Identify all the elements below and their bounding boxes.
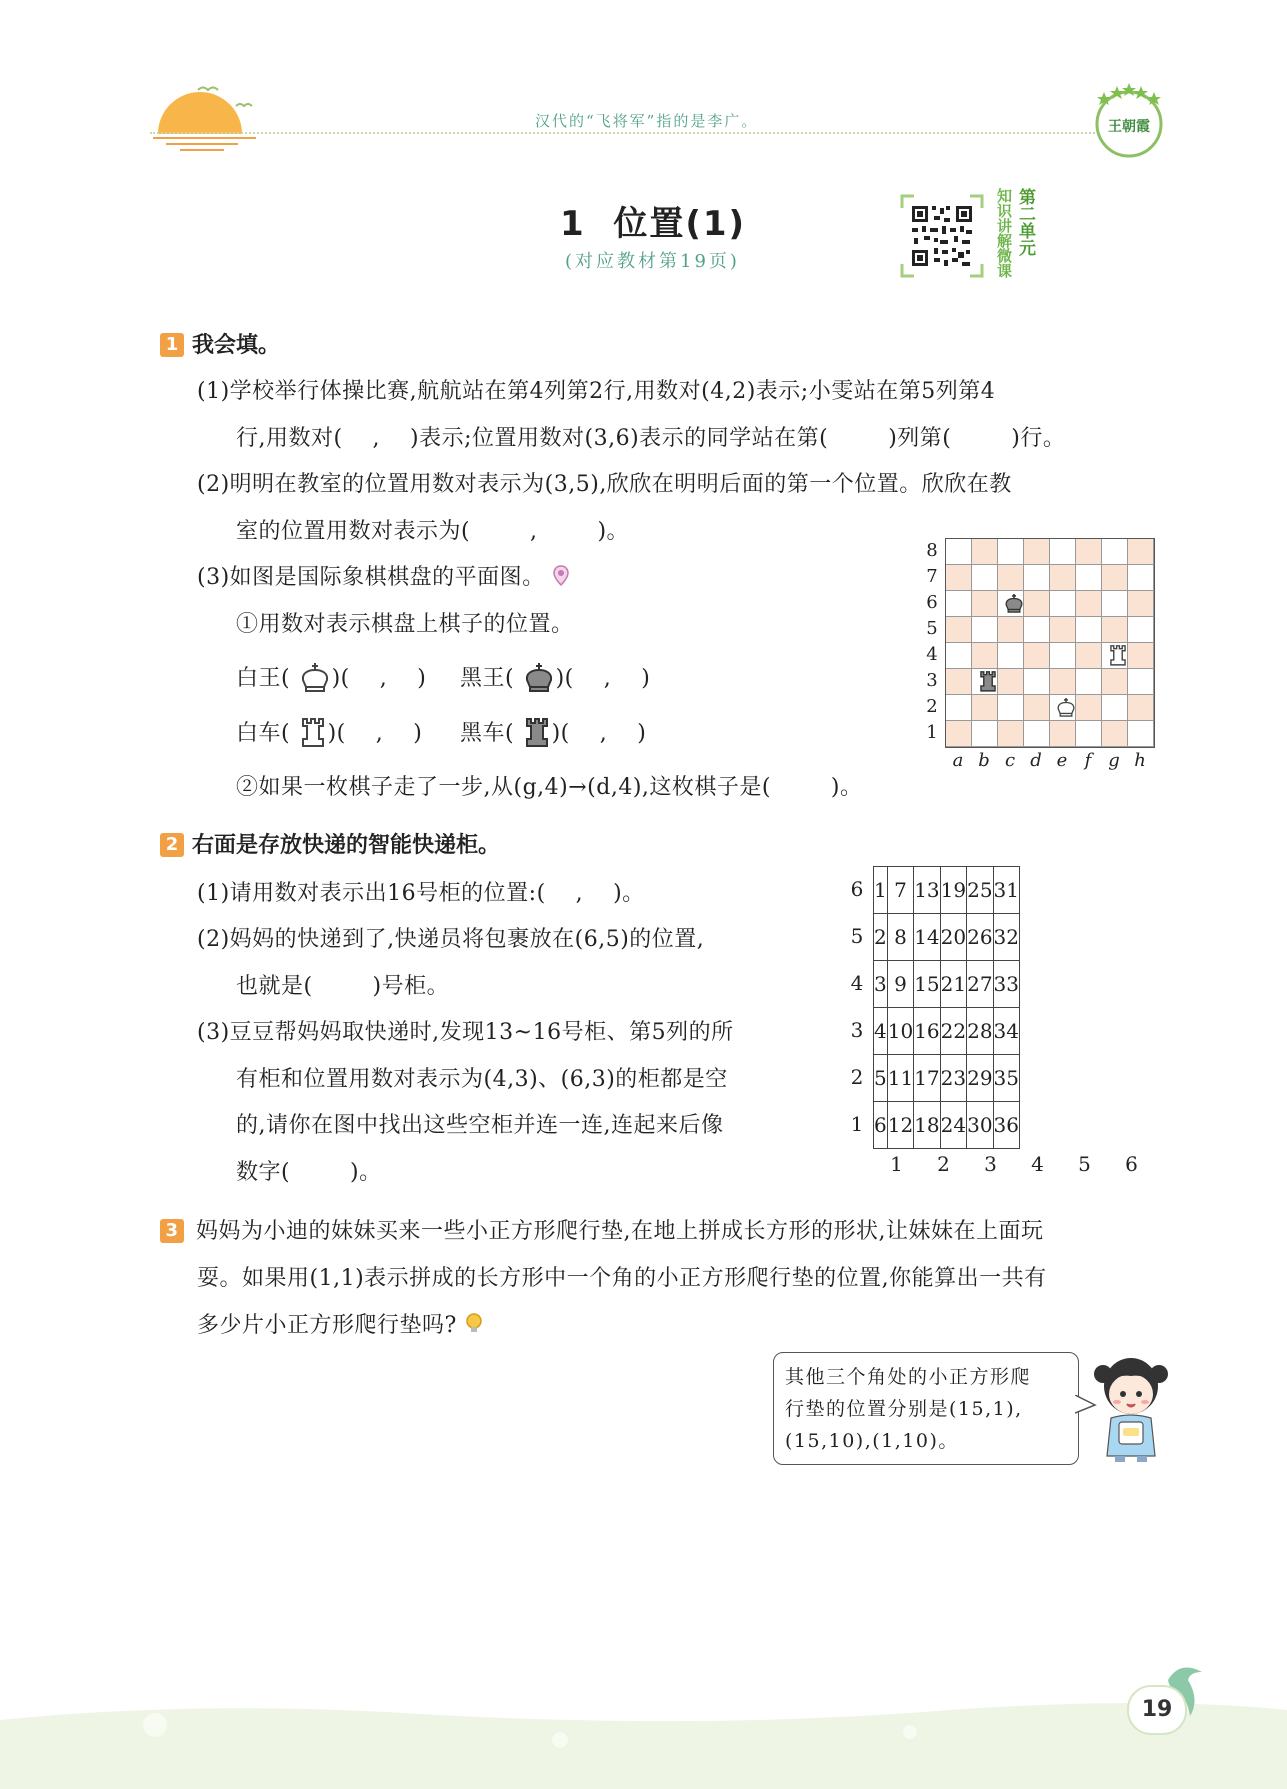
locker-cell[interactable]: 28 <box>967 1008 993 1055</box>
chessboard-square <box>1076 565 1102 591</box>
locker-cell[interactable]: 7 <box>887 867 913 914</box>
chessboard-col-label: c <box>1004 750 1016 771</box>
chessboard-square <box>972 617 998 643</box>
locker-cell[interactable]: 15 <box>914 961 940 1008</box>
black-king-piece <box>1003 592 1025 614</box>
q1-badge: 1 <box>160 333 184 357</box>
locker-col-label: 4 <box>1031 1152 1044 1176</box>
chessboard-square <box>1024 565 1050 591</box>
locker-cell[interactable]: 24 <box>940 1102 966 1149</box>
chessboard-square <box>946 669 972 695</box>
white-king-row <box>236 660 426 694</box>
hint-line-2: 行垫的位置分别是(15,1), <box>785 1398 1023 1420</box>
chessboard-square <box>1050 721 1076 747</box>
white-rook-blank: )( , ) <box>327 721 423 746</box>
locker-cell[interactable]: 13 <box>914 867 940 914</box>
chessboard-square <box>998 539 1024 565</box>
chessboard-square <box>1128 669 1154 695</box>
chessboard-square <box>1076 617 1102 643</box>
hint-line-1: 其他三个角处的小正方形爬 <box>785 1366 1032 1388</box>
q3-line1-text: 妈妈为小迪的妹妹买来一些小正方形爬行垫,在地上拼成长方形的形状,让妹妹在上面玩 <box>196 1219 1044 1244</box>
qr-side-label-left: 知识讲解微课 <box>995 188 1013 278</box>
locker-col-label: 1 <box>890 1152 903 1176</box>
black-rook-icon <box>522 715 552 749</box>
chessboard-square <box>1024 669 1050 695</box>
locker-cell[interactable]: 4 <box>874 1008 888 1055</box>
chessboard-col-label: a <box>952 750 964 771</box>
locker-cell[interactable]: 36 <box>993 1102 1019 1149</box>
locker-cell[interactable]: 34 <box>993 1008 1019 1055</box>
sun-decoration <box>148 82 258 152</box>
chessboard-square <box>1024 721 1050 747</box>
chessboard-square <box>1102 617 1128 643</box>
locker-row <box>874 1102 1020 1149</box>
locker-cell[interactable]: 25 <box>967 867 993 914</box>
locker-row <box>874 1055 1020 1102</box>
chessboard-square <box>998 669 1024 695</box>
chessboard-col-label: f <box>1084 750 1092 771</box>
black-rook-row <box>460 715 646 749</box>
chessboard-row-label: 4 <box>926 644 938 665</box>
qr-code-icon[interactable] <box>900 194 984 278</box>
chessboard-square <box>1128 695 1154 721</box>
chessboard-square <box>1076 721 1102 747</box>
black-rook-label: 黑车( <box>460 721 515 746</box>
q2-p2-line2: 也就是( )号柜。 <box>236 974 450 999</box>
chessboard-square <box>1102 695 1128 721</box>
chessboard-square <box>1102 539 1128 565</box>
chessboard-square <box>1128 539 1154 565</box>
girl-character-illustration <box>1093 1352 1169 1464</box>
white-rook-piece <box>1107 643 1129 667</box>
chessboard-square <box>1076 591 1102 617</box>
lightbulb-icon <box>464 1312 484 1336</box>
q2-p3-line2: 有柜和位置用数对表示为(4,3)、(6,3)的柜都是空 <box>236 1067 728 1092</box>
q3-line3 <box>197 1308 484 1339</box>
locker-cell[interactable]: 22 <box>940 1008 966 1055</box>
q1-p3-text: (3)如图是国际象棋棋盘的平面图。 <box>197 565 545 590</box>
location-pin-icon <box>552 565 570 587</box>
q1-p3-line1 <box>197 560 570 591</box>
chessboard-row-label: 8 <box>926 540 938 561</box>
q1-p3-sub1: ①用数对表示棋盘上棋子的位置。 <box>236 612 574 637</box>
chessboard-square <box>1128 721 1154 747</box>
chessboard-square <box>1128 643 1154 669</box>
chessboard-col-label: b <box>978 750 990 771</box>
logo-badge <box>1092 80 1166 162</box>
q2-p3-line1: (3)豆豆帮妈妈取快递时,发现13~16号柜、第5列的所 <box>197 1020 734 1045</box>
locker-table <box>873 866 1020 1149</box>
chessboard-square <box>972 565 998 591</box>
chessboard-square <box>972 643 998 669</box>
locker-cell[interactable]: 11 <box>887 1055 913 1102</box>
chessboard-square <box>946 695 972 721</box>
chessboard-square <box>972 695 998 721</box>
chessboard-square <box>1128 617 1154 643</box>
chessboard-square <box>998 617 1024 643</box>
chessboard-square <box>1076 539 1102 565</box>
locker-cell[interactable]: 8 <box>887 914 913 961</box>
black-king-icon <box>522 660 556 694</box>
locker-cell[interactable]: 31 <box>993 867 1019 914</box>
black-rook-blank: )( , ) <box>551 721 647 746</box>
locker-cell[interactable]: 14 <box>914 914 940 961</box>
chessboard-square <box>1024 695 1050 721</box>
locker-cell[interactable]: 26 <box>967 914 993 961</box>
q2-p2-line1: (2)妈妈的快递到了,快递员将包裹放在(6,5)的位置, <box>197 927 705 952</box>
chessboard-square <box>946 565 972 591</box>
chessboard-square <box>972 721 998 747</box>
chessboard-square <box>1050 617 1076 643</box>
white-rook-icon <box>298 715 328 749</box>
q1-p2-line1: (2)明明在教室的位置用数对表示为(3,5),欣欣在明明后面的第一个位置。欣欣在教 <box>197 472 1012 497</box>
locker-row <box>874 961 1020 1008</box>
chessboard-square <box>998 695 1024 721</box>
q2-p1: (1)请用数对表示出16号柜的位置:( , )。 <box>197 881 645 906</box>
locker-col-label: 2 <box>937 1152 950 1176</box>
chessboard-col-label: h <box>1134 750 1146 771</box>
chessboard-square <box>1128 591 1154 617</box>
chessboard-col-label: d <box>1030 750 1042 771</box>
chessboard-square <box>998 721 1024 747</box>
page-number: 19 <box>1127 1685 1187 1735</box>
chessboard-square <box>1050 643 1076 669</box>
q1-p3-sub2: ②如果一枚棋子走了一步,从(g,4)→(d,4),这枚棋子是( )。 <box>236 775 863 800</box>
chessboard-square <box>946 591 972 617</box>
black-rook-piece <box>977 669 999 693</box>
locker-row-label: 4 <box>850 971 864 995</box>
locker-col-label: 5 <box>1078 1152 1091 1176</box>
page-subtitle: (对应教材第19页) <box>565 251 740 272</box>
chessboard-square <box>1102 721 1128 747</box>
chessboard-square <box>1050 539 1076 565</box>
chessboard-row-label: 6 <box>926 592 938 613</box>
q2-heading <box>160 828 500 859</box>
chessboard-square <box>998 643 1024 669</box>
chessboard-square <box>1050 669 1076 695</box>
locker-cell[interactable]: 1 <box>874 867 888 914</box>
q2-p3-line4: 数字( )。 <box>236 1160 382 1185</box>
chessboard-square <box>946 643 972 669</box>
logo-text: 王朝霞 <box>1108 119 1150 135</box>
q3-badge: 3 <box>160 1219 184 1243</box>
locker-cell[interactable]: 18 <box>914 1102 940 1149</box>
chessboard-square <box>1024 643 1050 669</box>
page-title: 1 位置(1) <box>560 204 747 244</box>
locker-cell[interactable]: 20 <box>940 914 966 961</box>
chessboard-row-label: 7 <box>926 566 938 587</box>
locker-cell[interactable]: 29 <box>967 1055 993 1102</box>
locker-cell[interactable]: 9 <box>887 961 913 1008</box>
locker-cell[interactable]: 21 <box>940 961 966 1008</box>
locker-cell[interactable]: 10 <box>887 1008 913 1055</box>
white-king-blank: )( , ) <box>331 666 427 691</box>
locker-cell[interactable]: 23 <box>940 1055 966 1102</box>
locker-cell[interactable]: 16 <box>914 1008 940 1055</box>
chessboard-square <box>1102 565 1128 591</box>
locker-cell[interactable]: 30 <box>967 1102 993 1149</box>
q1-heading-text: 我会填。 <box>192 333 281 358</box>
locker-cell[interactable]: 5 <box>874 1055 888 1102</box>
chessboard-square <box>1102 669 1128 695</box>
hint-line-3: (15,10),(1,10)。 <box>785 1430 959 1452</box>
locker-cell[interactable]: 17 <box>914 1055 940 1102</box>
header-divider <box>150 132 1110 134</box>
chessboard-square <box>1076 643 1102 669</box>
black-king-blank: )( , ) <box>555 666 651 691</box>
q1-p1-line2: 行,用数对( , )表示;位置用数对(3,6)表示的同学站在第( )列第( )行。 <box>236 426 1066 451</box>
chessboard-square <box>946 721 972 747</box>
locker-row-label: 6 <box>850 877 864 901</box>
white-king-piece <box>1055 696 1077 718</box>
locker-cell[interactable]: 27 <box>967 961 993 1008</box>
header-quote: 汉代的“飞将军”指的是李广。 <box>535 112 759 130</box>
qr-side-label-right: 第二单元 <box>1015 188 1035 256</box>
locker-col-label: 6 <box>1125 1152 1138 1176</box>
chessboard-square <box>1050 565 1076 591</box>
chessboard-square <box>1050 591 1076 617</box>
locker-row-label: 5 <box>850 924 864 948</box>
q3-line1 <box>160 1214 1044 1245</box>
locker-row-label: 2 <box>850 1065 864 1089</box>
chessboard-row-label: 5 <box>926 618 938 639</box>
locker-row <box>874 914 1020 961</box>
q1-p2-line2: 室的位置用数对表示为( , )。 <box>236 519 630 544</box>
chessboard-square <box>946 617 972 643</box>
locker-cell[interactable]: 32 <box>993 914 1019 961</box>
locker-cell[interactable]: 6 <box>874 1102 888 1149</box>
locker-cell[interactable]: 19 <box>940 867 966 914</box>
chessboard-square <box>998 565 1024 591</box>
chessboard-square <box>1076 695 1102 721</box>
locker-cell[interactable]: 35 <box>993 1055 1019 1102</box>
chessboard-square <box>1128 565 1154 591</box>
locker-row-label: 1 <box>850 1112 864 1136</box>
q2-badge: 2 <box>160 833 184 857</box>
chessboard-square <box>1102 591 1128 617</box>
chessboard-row-label: 1 <box>926 722 938 743</box>
locker-cell[interactable]: 33 <box>993 961 1019 1008</box>
q1-p1-line1: (1)学校举行体操比赛,航航站在第4列第2行,用数对(4,2)表示;小雯站在第5列第4 <box>197 379 996 404</box>
chessboard-square <box>972 539 998 565</box>
chessboard-col-label: g <box>1108 750 1120 771</box>
chessboard-square <box>1024 539 1050 565</box>
chessboard-square <box>972 591 998 617</box>
locker-row <box>874 1008 1020 1055</box>
white-rook-row <box>236 715 422 749</box>
chessboard-col-label: e <box>1056 750 1068 771</box>
chessboard-square <box>1024 591 1050 617</box>
black-king-label: 黑王( <box>460 666 515 691</box>
locker-cell[interactable]: 3 <box>874 961 888 1008</box>
q1-heading <box>160 328 280 359</box>
locker-row-label: 3 <box>850 1018 864 1042</box>
q2-heading-text: 右面是存放快递的智能快递柜。 <box>192 833 501 858</box>
locker-row <box>874 867 1020 914</box>
locker-cell[interactable]: 2 <box>874 914 888 961</box>
black-king-row <box>460 660 650 694</box>
chessboard-square <box>1024 617 1050 643</box>
chessboard-square <box>1076 669 1102 695</box>
white-king-icon <box>298 660 332 694</box>
q2-p3-line3: 的,请你在图中找出这些空柜并连一连,连起来后像 <box>236 1113 724 1138</box>
chessboard-square <box>946 539 972 565</box>
locker-col-label: 3 <box>984 1152 997 1176</box>
footer-hills <box>0 1680 1287 1789</box>
white-rook-label: 白车( <box>236 721 291 746</box>
white-king-label: 白王( <box>236 666 291 691</box>
q3-line3-text: 多少片小正方形爬行垫吗? <box>197 1313 457 1338</box>
hint-bubble-text <box>785 1361 1075 1457</box>
chessboard-row-label: 3 <box>926 670 938 691</box>
q3-line2: 耍。如果用(1,1)表示拼成的长方形中一个角的小正方形爬行垫的位置,你能算出一共有 <box>197 1266 1047 1291</box>
locker-cell[interactable]: 12 <box>887 1102 913 1149</box>
chessboard-row-label: 2 <box>926 696 938 717</box>
